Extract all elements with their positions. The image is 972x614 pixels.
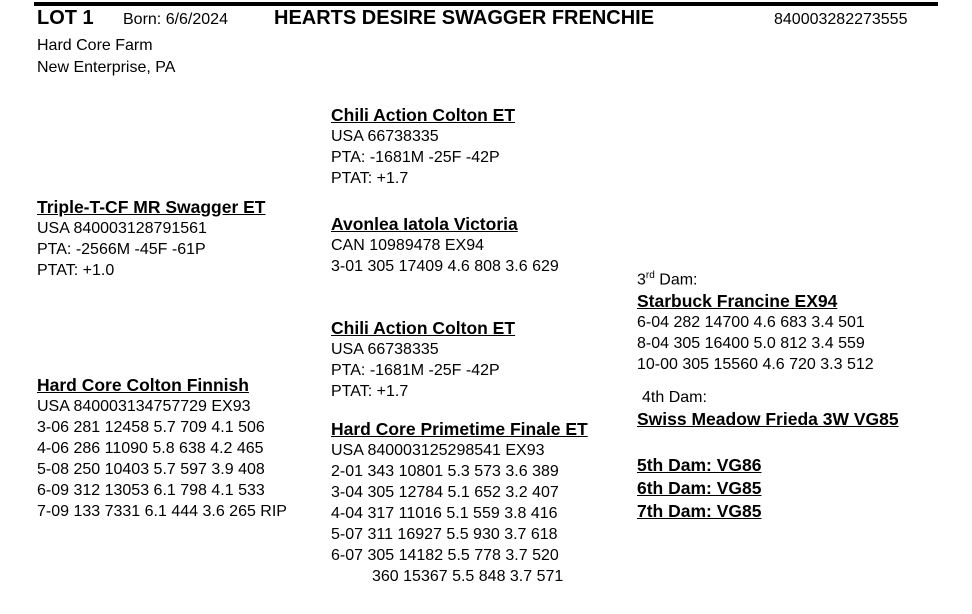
sire-sire-name: Chili Action Colton ET: [331, 105, 516, 125]
dam-dam-record: 2-01 343 10801 5.3 573 3.6 389: [331, 463, 559, 480]
sire-sire-ptat: PTAT: +1.7: [331, 170, 409, 187]
sire-dam-name: Avonlea Iatola Victoria: [331, 214, 518, 234]
dam-dam-record: 4-04 317 11016 5.1 559 3.8 416: [331, 505, 558, 522]
fourth-dam-block: [637, 387, 899, 430]
animal-name: HEARTS DESIRE SWAGGER FRENCHIE: [274, 7, 655, 29]
owner-location: New Enterprise, PA: [37, 58, 176, 76]
dam-dam-record: 360 15367 5.5 848 3.7 571: [372, 568, 564, 585]
dam-dam-record: 5-07 311 16927 5.5 930 3.7 618: [331, 526, 558, 543]
dam-record: 4-06 286 11090 5.8 638 4.2 465: [37, 440, 264, 457]
dam-sire-ptat: PTAT: +1.7: [331, 383, 409, 400]
dam-dam-reg: USA 840003125298541 EX93: [331, 442, 545, 459]
dam-dam-record: 6-07 305 14182 5.5 778 3.7 520: [331, 547, 559, 564]
third-dam-record: 10-00 305 15560 4.6 720 3.3 512: [637, 356, 874, 374]
seventh-dam: 7th Dam: VG85: [637, 501, 762, 521]
owner-info: [37, 35, 175, 78]
sire-pta: PTA: -2566M -45F -61P: [37, 241, 206, 258]
third-dam-block: [637, 265, 874, 375]
birth-date: Born: 6/6/2024: [123, 11, 228, 28]
dam-sire-pta: PTA: -1681M -25F -42P: [331, 362, 500, 379]
fifth-dam: 5th Dam: VG86: [637, 455, 762, 475]
sire-name: Triple-T-CF MR Swagger ET: [37, 197, 266, 217]
third-dam-record: 6-04 282 14700 4.6 683 3.4 501: [637, 314, 865, 332]
header-rule: [34, 2, 938, 6]
registration-number: 840003282273555: [774, 11, 908, 28]
dam-record: 5-08 250 10403 5.7 597 3.9 408: [37, 461, 265, 478]
later-dams-block: [637, 454, 761, 523]
dam-record: 7-09 133 7331 6.1 444 3.6 265 RIP: [37, 503, 287, 520]
sixth-dam: 6th Dam: VG85: [637, 478, 762, 498]
dam-name: Hard Core Colton Finnish: [37, 375, 249, 395]
third-dam-label: 3rd Dam:: [637, 270, 698, 289]
third-dam-name: Starbuck Francine EX94: [637, 291, 838, 312]
sire-dam-record: 3-01 305 17409 4.6 808 3.6 629: [331, 258, 559, 275]
owner-farm: Hard Core Farm: [37, 37, 153, 54]
sire-reg: USA 840003128791561: [37, 220, 207, 237]
dam-sire-block: [331, 317, 515, 402]
dam-sire-name: Chili Action Colton ET: [331, 318, 516, 338]
dam-reg: USA 840003134757729 EX93: [37, 398, 251, 415]
dam-block: [37, 374, 287, 522]
sire-dam-block: [331, 213, 559, 277]
sire-sire-block: [331, 104, 515, 189]
third-dam-record: 8-04 305 16400 5.0 812 3.4 559: [637, 335, 865, 353]
sire-sire-reg: USA 66738335: [331, 128, 439, 145]
dam-dam-name: Hard Core Primetime Finale ET: [331, 419, 588, 439]
dam-dam-block: [331, 418, 588, 587]
fourth-dam-name: Swiss Meadow Frieda 3W VG85: [637, 409, 899, 429]
dam-dam-record: 3-04 305 12784 5.1 652 3.2 407: [331, 484, 559, 501]
dam-record: 6-09 312 13053 6.1 798 4.1 533: [37, 482, 265, 499]
sire-dam-reg: CAN 10989478 EX94: [331, 237, 484, 254]
dam-record: 3-06 281 12458 5.7 709 4.1 506: [37, 419, 265, 436]
sire-block: [37, 196, 266, 281]
sire-sire-pta: PTA: -1681M -25F -42P: [331, 149, 500, 166]
sire-ptat: PTAT: +1.0: [37, 262, 115, 279]
fourth-dam-label: 4th Dam:: [642, 389, 707, 406]
dam-sire-reg: USA 66738335: [331, 341, 439, 358]
lot-number: LOT 1: [37, 7, 94, 29]
